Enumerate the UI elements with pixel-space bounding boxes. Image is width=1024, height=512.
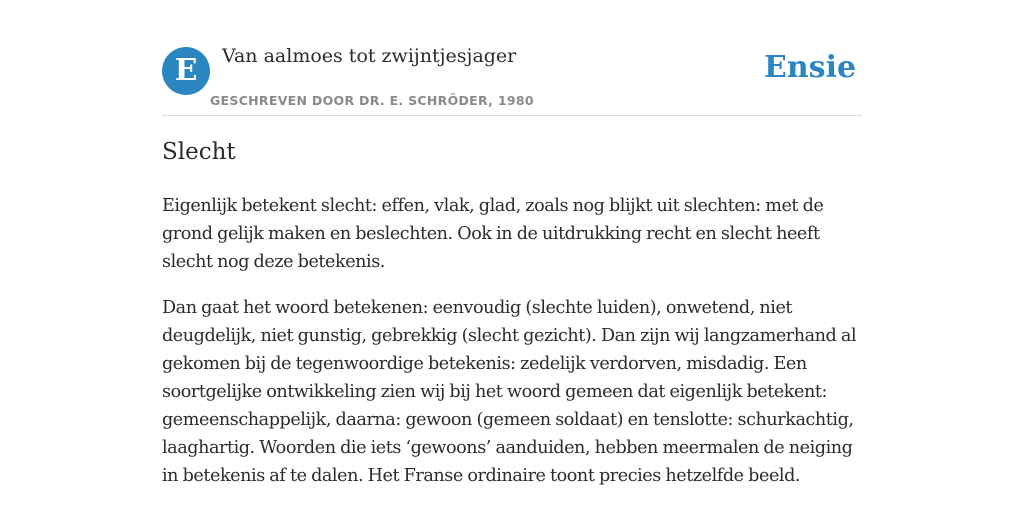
author-byline: GESCHREVEN DOOR DR. E. SCHRÖDER, 1980: [210, 93, 534, 108]
paragraph-2: [162, 294, 862, 490]
paragraph-line: soortgelijke ontwikkeling zien wij bij het woord gemeen dat eigenlijk betekent:: [162, 382, 827, 402]
entry-body: [162, 192, 862, 508]
paragraph-line: Eigenlijk betekent slecht: effen, vlak, glad, zoals nog blijkt uit slechten: met de: [162, 196, 824, 216]
paragraph-line: grond gelijk maken en beslechten. Ook in de uitdrukking recht en slecht heeft: [162, 224, 820, 244]
paragraph-line: gekomen bij de tegenwoordige betekenis: zedelijk verdorven, misdadig. Een: [162, 354, 807, 374]
paragraph-line: Dan gaat het woord betekenen: eenvoudig (slechte luiden), onwetend, niet: [162, 298, 793, 318]
book-logo-badge[interactable]: E: [162, 47, 210, 95]
paragraph-line: in betekenis af te dalen. Het Franse ordinaire toont precies hetzelfde beeld.: [162, 466, 801, 486]
book-title[interactable]: Van aalmoes tot zwijntjesjager: [222, 45, 517, 67]
entry-title: Slecht: [162, 139, 236, 165]
header-divider: [162, 115, 862, 116]
paragraph-line: deugdelijk, niet gunstig, gebrekkig (slecht gezicht). Dan zijn wij langzamerhand al: [162, 326, 857, 346]
ensie-brand-logo[interactable]: Ensie: [764, 50, 857, 85]
paragraph-line: gemeenschappelijk, daarna: gewoon (gemeen soldaat) en tenslotte: schurkachtig,: [162, 410, 854, 430]
paragraph-1: [162, 192, 862, 276]
paragraph-line: slecht nog deze betekenis.: [162, 252, 385, 272]
paragraph-line: laaghartig. Woorden die iets ‘gewoons’ aanduiden, hebben meermalen de neiging: [162, 438, 853, 458]
